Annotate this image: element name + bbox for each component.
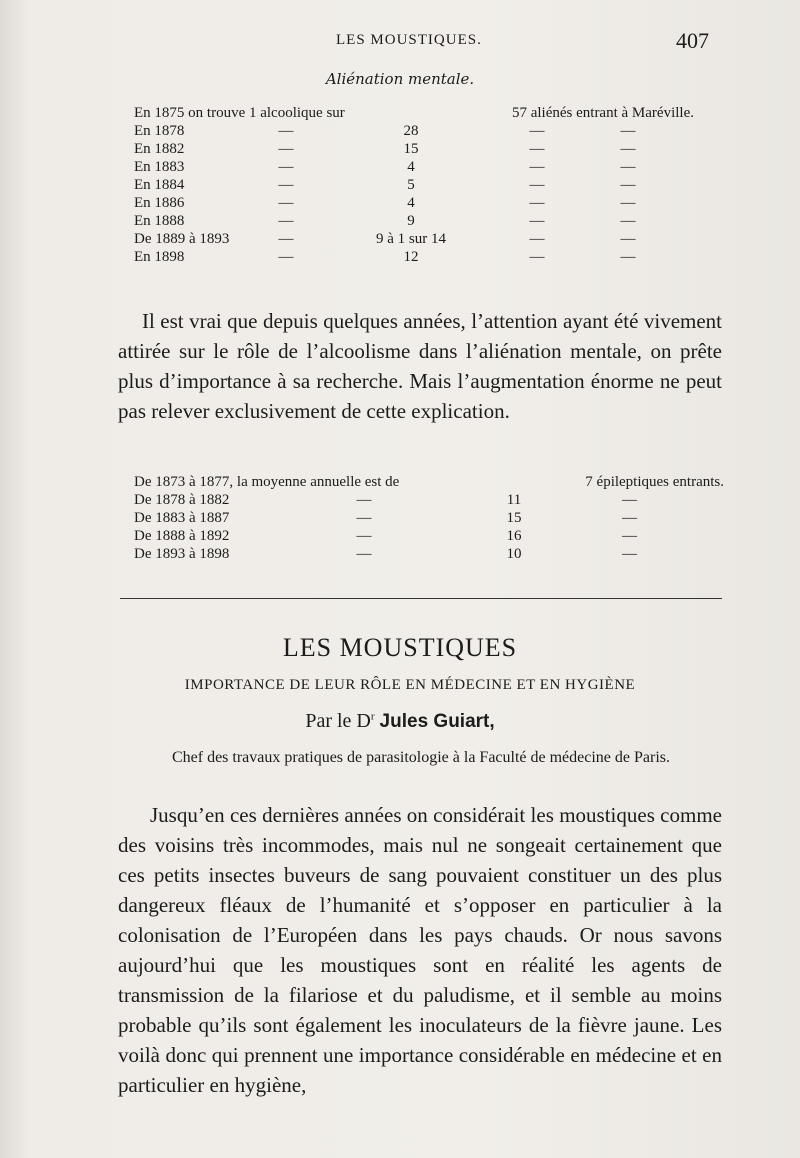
table-row — [134, 212, 694, 230]
article-body — [118, 800, 722, 1100]
table-row — [134, 473, 724, 491]
table-cell: 10 — [506, 546, 522, 562]
table-cell: 4 — [407, 159, 415, 175]
author-affiliation: Chef des travaux pratiques de parasitologie à la Faculté de médecine de Paris. — [171, 749, 671, 766]
table-cell: — — [529, 231, 545, 247]
section-divider — [120, 598, 722, 599]
table-cell: En 1883 — [134, 159, 185, 175]
table-cell: — — [620, 141, 636, 157]
table-cell: En 1878 — [134, 123, 185, 139]
table-cell: — — [278, 123, 294, 139]
table-cell: — — [356, 528, 372, 544]
page-number: 407 — [676, 28, 709, 53]
table-cell: En 1875 on trouve 1 alcoolique sur — [134, 105, 345, 121]
table-row — [134, 158, 694, 176]
table-cell: 28 — [403, 123, 419, 139]
table-cell: — — [620, 249, 636, 265]
table-cell: 11 — [506, 492, 522, 508]
table-cell: 5 — [407, 177, 415, 193]
table-row — [134, 230, 694, 248]
epileptiques-table — [134, 473, 724, 563]
table-cell: — — [278, 177, 294, 193]
table-cell: 15 — [506, 510, 522, 526]
paragraph-text: Il est vrai que depuis quelques années, l’attention ayant été vivement attirée sur le rôle de l’alcoolisme dans l’aliénation mentale, on prête plus d’importance à sa recherche. Mais l’augmentation énorme ne peut pas relever exclusivement de cette explication. — [118, 309, 722, 423]
table-cell: — — [278, 195, 294, 211]
table-row — [134, 527, 724, 545]
table-cell: — — [529, 177, 545, 193]
table-cell: — — [356, 510, 372, 526]
table-cell: — — [622, 546, 637, 562]
table-cell: De 1888 à 1892 — [134, 528, 230, 544]
table-cell: De 1893 à 1898 — [134, 546, 230, 562]
table-row — [134, 545, 724, 563]
table-row — [134, 122, 694, 140]
table-cell: En 1888 — [134, 213, 185, 229]
table-cell: — — [356, 492, 372, 508]
table-cell: 9 — [407, 213, 415, 229]
alienation-table — [134, 104, 694, 266]
table-cell: — — [622, 510, 637, 526]
table-cell: De 1889 à 1893 — [134, 231, 230, 247]
paragraph-text: Jusqu’en ces dernières années on considérait les moustiques comme des voisins très incommodes, mais nul ne songeait certainement que ces petits insectes buveurs de sang pouvaient constituer un des plus dangereux fléaux de l’humanité et s’opposer en particulier à la colonisation de l’Européen dans les pays chauds. Or nous savons aujourd’hui que les moustiques sont en réalité les agents de transmission de la filariose et du paludisme, et il semble au moins probable qu’ils sont également les inoculateurs de la fièvre jaune. Les voilà donc qui prennent une importance considérable en médecine et en particulier en hygiène, — [118, 803, 722, 1097]
table-row — [134, 491, 724, 509]
table-cell: — — [620, 195, 636, 211]
table-cell: — — [620, 177, 636, 193]
table-row — [134, 194, 694, 212]
table-cell: — — [529, 123, 545, 139]
article-title: LES MOUSTIQUES — [282, 633, 518, 662]
article-subtitle: IMPORTANCE DE LEUR RÔLE EN MÉDECINE ET EN HYGIÈNE — [184, 677, 636, 693]
section-title: Aliénation mentale. — [325, 70, 475, 88]
table-cell: — — [529, 141, 545, 157]
table-cell: 4 — [407, 195, 415, 211]
table-cell: — — [620, 231, 636, 247]
table-cell: 15 — [403, 141, 419, 157]
table-cell: De 1873 à 1877, la moyenne annuelle est de — [134, 474, 400, 490]
table-cell: 9 à 1 sur 14 — [375, 231, 446, 247]
table-cell: — — [529, 249, 545, 265]
table-cell: De 1883 à 1887 — [134, 510, 230, 526]
table-cell: 16 — [506, 528, 522, 544]
table-row — [134, 509, 724, 527]
author-name: Jules Guiart, — [379, 711, 495, 732]
byline-prefix: Par le D — [305, 710, 371, 732]
table-cell: De 1878 à 1882 — [134, 492, 230, 508]
table-cell: — — [620, 123, 636, 139]
table-cell: — — [622, 528, 637, 544]
table-row — [134, 176, 694, 194]
running-head — [0, 30, 800, 56]
table-cell: 12 — [403, 249, 419, 265]
running-title: LES MOUSTIQUES. — [336, 32, 482, 48]
paragraph-alcoolisme — [118, 306, 722, 426]
table-cell: — — [278, 159, 294, 175]
table-cell: En 1882 — [134, 141, 185, 157]
byline — [0, 710, 800, 733]
table-cell: — — [529, 195, 545, 211]
table-cell: — — [278, 231, 294, 247]
table-row — [134, 104, 694, 122]
table-cell: En 1884 — [134, 177, 185, 193]
table-cell: 57 aliénés entrant à Maréville. — [511, 105, 694, 121]
table-cell: — — [620, 159, 636, 175]
table-cell: — — [278, 141, 294, 157]
table-row — [134, 140, 694, 158]
table-cell: — — [278, 249, 294, 265]
byline-superscript: r — [370, 710, 375, 723]
table-cell: En 1886 — [134, 195, 185, 211]
table-row — [134, 248, 694, 266]
table-cell: — — [529, 159, 545, 175]
table-cell: — — [622, 492, 637, 508]
table-cell: — — [356, 546, 372, 562]
table-cell: 7 épileptiques entrants. — [585, 474, 724, 490]
table-cell: — — [529, 213, 545, 229]
table-cell: — — [620, 213, 636, 229]
table-cell: En 1898 — [134, 249, 185, 265]
table-cell: — — [278, 213, 294, 229]
